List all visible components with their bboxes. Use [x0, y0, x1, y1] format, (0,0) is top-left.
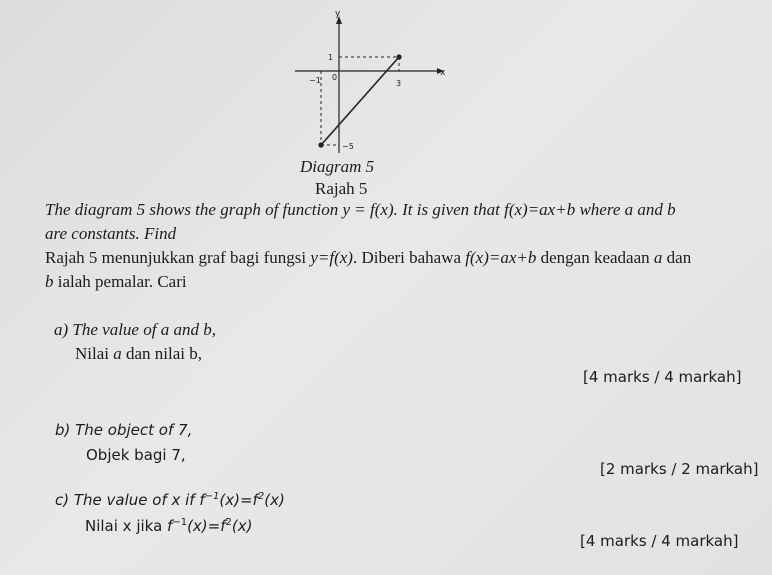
question-b-en: b) The object of 7,	[55, 421, 193, 439]
y-axis-label: y	[335, 9, 341, 19]
function-line	[321, 57, 402, 145]
tick-label-neg5: −5	[342, 142, 354, 151]
intro-en-line-1: The diagram 5 shows the graph of function y = f(x). It is given that f(x)=ax+b where a and b	[45, 200, 676, 219]
question-c-marks: [4 marks / 4 markah]	[580, 532, 739, 550]
question-b-marks: [2 marks / 2 markah]	[600, 460, 759, 478]
endpoint-bottom	[318, 142, 323, 147]
function-graph	[295, 8, 465, 160]
intro-en-line-2: are constants. Find	[45, 224, 177, 243]
endpoint-top	[396, 54, 401, 59]
diagram-caption-ms: Rajah 5	[315, 179, 368, 198]
x-axis-label: x	[440, 68, 446, 78]
tick-label-1: 1	[328, 53, 334, 62]
question-c-ms: Nilai x jika $f^{-1}(x)=f^2(x)$	[85, 517, 253, 535]
origin-label: 0	[332, 73, 338, 82]
question-c-en: c) The value of x if $f^{-1}(x)=f^2(x)$	[55, 491, 285, 509]
question-b-ms: Objek bagi 7,	[86, 446, 186, 464]
question-a-ms: Nilai a dan nilai b,	[75, 344, 203, 363]
tick-label-neg1: −1	[309, 76, 321, 85]
intro-ms-line-2: b ialah pemalar. Cari	[45, 272, 187, 291]
intro-ms-line-1: Rajah 5 menunjukkan graf bagi fungsi y=f(x). Diberi bahawa f(x)=ax+b dengan keadaan a dan	[45, 248, 692, 267]
tick-label-3: 3	[396, 79, 402, 88]
question-a-en: a) The value of a and b,	[54, 320, 216, 339]
diagram-caption-en: Diagram 5	[300, 157, 375, 176]
question-a-marks: [4 marks / 4 markah]	[583, 368, 742, 386]
